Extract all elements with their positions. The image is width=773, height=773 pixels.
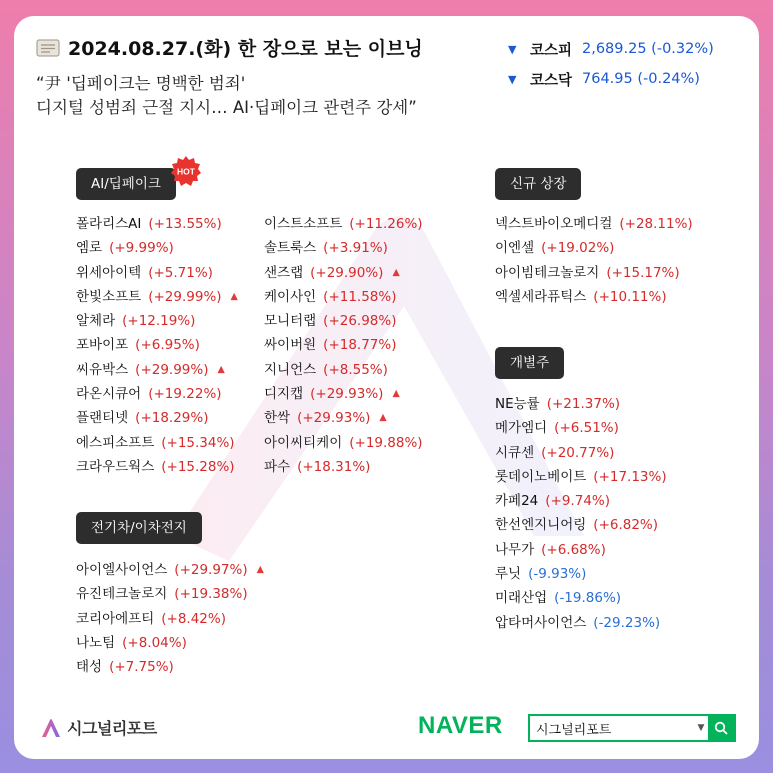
triangle-up-icon: ▲	[217, 363, 225, 375]
ai-list-column-1	[76, 212, 238, 479]
triangle-up-icon: ▲	[230, 290, 238, 302]
stock-item	[264, 358, 423, 382]
stock-change: (+13.55%)	[148, 216, 222, 232]
triangle-down-icon: ▼	[508, 72, 517, 86]
stock-name: 롯데이노베이트	[495, 468, 587, 485]
stock-change: (+8.04%)	[122, 634, 187, 651]
stock-item	[495, 261, 693, 285]
document-icon	[36, 38, 60, 58]
stock-change: (+18.31%)	[297, 458, 371, 475]
stock-item	[495, 212, 693, 236]
section-label-text: AI/딥페이크	[91, 176, 161, 192]
stock-item	[76, 261, 238, 285]
headline-line-2: 디지털 성범죄 근절 지시… AI·딥페이크 관련주 강세”	[36, 98, 417, 117]
stock-name: 아이빔테크놀로지	[495, 264, 600, 281]
market-index-panel	[508, 34, 714, 94]
stock-item	[76, 558, 264, 582]
stock-item	[76, 285, 238, 309]
stock-change: (+29.93%)	[310, 386, 384, 403]
stock-item	[76, 382, 238, 406]
stock-name: 씨유박스	[76, 361, 129, 378]
stock-name: 넥스트바이오메디컬	[495, 216, 613, 232]
stock-change: (+15.17%)	[606, 264, 680, 281]
stock-name: 엑셀세라퓨틱스	[495, 288, 587, 305]
naver-logo[interactable]: NAVER	[418, 712, 503, 739]
search-button[interactable]	[708, 716, 734, 740]
section-ai-deepfake	[76, 166, 195, 200]
triangle-down-icon: ▼	[508, 42, 517, 56]
stock-change: (+10.11%)	[593, 288, 667, 305]
hot-badge-icon	[170, 155, 202, 187]
headline-line-1: “尹 '딥페이크는 명백한 범죄'	[36, 74, 246, 93]
stock-change: (+28.11%)	[619, 216, 693, 232]
stock-item	[264, 382, 423, 406]
naver-search-box	[528, 714, 736, 742]
stock-item	[76, 455, 238, 479]
index-name: 코스피	[530, 42, 573, 59]
stock-name: 루닛	[495, 566, 522, 583]
section-label-text: 전기차/이차전지	[91, 520, 187, 536]
stock-item	[76, 607, 264, 631]
stock-change: (+26.98%)	[323, 313, 397, 330]
search-icon	[714, 721, 728, 735]
stock-change: (+5.71%)	[148, 264, 213, 281]
stock-item	[495, 586, 667, 610]
signal-logo-icon	[40, 718, 62, 738]
caret-down-icon[interactable]: ▼	[697, 723, 705, 733]
stock-change: (+8.55%)	[323, 361, 388, 378]
stock-item	[264, 333, 423, 357]
stock-item	[264, 285, 423, 309]
stock-change: (+6.95%)	[135, 337, 200, 354]
report-card	[14, 16, 759, 759]
stock-item	[76, 333, 238, 357]
individual-list	[495, 392, 667, 635]
stock-name: 한싹	[264, 410, 291, 427]
stock-name: 케이사인	[264, 288, 317, 305]
stock-change: (+9.74%)	[545, 493, 610, 510]
section-individual	[495, 347, 564, 379]
stock-name: 플랜티넷	[76, 410, 129, 427]
stock-item	[264, 431, 423, 455]
stock-name: 이스트소프트	[264, 216, 343, 232]
stock-item	[495, 236, 693, 260]
stock-change: (-9.93%)	[528, 566, 587, 583]
index-value: 2,689.25 (-0.32%)	[582, 41, 714, 57]
stock-item	[495, 392, 667, 416]
stock-change: (+8.42%)	[161, 610, 226, 627]
stock-change: (+21.37%)	[546, 396, 621, 412]
stock-item	[495, 441, 667, 465]
stock-change: (+7.75%)	[109, 659, 174, 676]
stock-name: 아이씨티케이	[264, 434, 343, 451]
triangle-up-icon: ▲	[256, 564, 264, 575]
ipo-list	[495, 212, 693, 309]
stock-name: 나무가	[495, 541, 535, 558]
stock-change: (+15.28%)	[161, 458, 235, 475]
stock-item	[495, 489, 667, 513]
triangle-up-icon: ▲	[392, 388, 400, 400]
brand-logo	[40, 716, 157, 739]
stock-name: 압타머사이언스	[495, 614, 587, 631]
stock-name: 미래산업	[495, 590, 548, 607]
stock-change: (+17.13%)	[593, 468, 667, 485]
stock-name: 싸이버원	[264, 337, 317, 354]
stock-change: (+29.99%)	[148, 288, 222, 305]
stock-change: (+20.77%)	[541, 444, 615, 461]
stock-item	[264, 309, 423, 333]
stock-item	[495, 465, 667, 489]
stock-name: 라온시큐어	[76, 386, 142, 403]
stock-item	[76, 582, 264, 606]
section-label-text: 신규 상장	[510, 176, 567, 192]
stock-name: 지니언스	[264, 361, 317, 378]
index-kosdaq	[508, 64, 714, 94]
triangle-up-icon: ▲	[392, 266, 400, 278]
hot-badge-text: HOT	[176, 166, 195, 177]
section-label-ev	[76, 512, 202, 544]
stock-item	[495, 538, 667, 562]
stock-name: 크라우드웍스	[76, 458, 155, 475]
stock-name: 에스피소프트	[76, 434, 155, 451]
stock-name: 메가엠디	[495, 420, 548, 437]
stock-item	[76, 309, 238, 333]
stock-item	[76, 236, 238, 260]
stock-name: 샌즈랩	[264, 264, 304, 281]
stock-name: 카페24	[495, 493, 539, 510]
stock-change: (+6.68%)	[541, 541, 606, 558]
stock-name: 이엔셀	[495, 240, 535, 257]
section-label-ipo	[495, 168, 581, 200]
stock-item	[76, 406, 238, 430]
stock-item	[495, 611, 667, 635]
stock-change: (+19.88%)	[349, 434, 423, 451]
stock-item	[264, 406, 423, 430]
stock-name: 나노팀	[76, 634, 116, 651]
stock-name: 한빛소프트	[76, 288, 142, 305]
section-label-ai	[76, 166, 195, 200]
index-name: 코스닥	[530, 72, 573, 89]
stock-item	[264, 212, 423, 236]
triangle-up-icon: ▲	[379, 412, 387, 424]
search-input[interactable]	[530, 720, 694, 737]
stock-item	[495, 513, 667, 537]
stock-name: 엠로	[76, 240, 103, 257]
stock-name: 알체라	[76, 313, 116, 330]
stock-change: (+9.99%)	[109, 240, 174, 257]
stock-name: 한선엔지니어링	[495, 517, 587, 534]
stock-change: (-19.86%)	[554, 590, 622, 607]
stock-item	[495, 562, 667, 586]
stock-name: 포바이포	[76, 337, 129, 354]
stock-name: 위세아이텍	[76, 264, 142, 281]
stock-change: (+3.91%)	[323, 240, 388, 257]
ev-list	[76, 558, 264, 679]
title-text: 2024.08.27.(화) 한 장으로 보는 이브닝	[68, 38, 423, 60]
stock-change: (+11.58%)	[323, 288, 397, 305]
stock-change: (-29.23%)	[593, 614, 661, 631]
stock-item	[264, 261, 423, 285]
stock-item	[264, 236, 423, 260]
stock-item	[76, 358, 238, 382]
section-new-listing	[495, 168, 581, 200]
stock-item	[264, 455, 423, 479]
stock-change: (+29.93%)	[297, 410, 371, 427]
stock-item	[76, 631, 264, 655]
stock-name: 시큐센	[495, 444, 535, 461]
stock-item	[76, 431, 238, 455]
stock-change: (+29.97%)	[174, 562, 248, 578]
stock-name: 파수	[264, 458, 291, 475]
stock-change: (+29.99%)	[135, 361, 209, 378]
section-ev-battery	[76, 512, 202, 544]
stock-name: 폴라리스AI	[76, 216, 142, 232]
stock-name: 모니터랩	[264, 313, 317, 330]
stock-item	[76, 655, 264, 679]
index-kospi	[508, 34, 714, 64]
stock-name: 코리아에프티	[76, 610, 155, 627]
page-title	[36, 34, 423, 61]
stock-name: 디지캡	[264, 386, 304, 403]
stock-name: 유진테크놀로지	[76, 586, 168, 603]
stock-change: (+6.82%)	[593, 517, 659, 534]
stock-item	[76, 212, 238, 236]
section-label-indiv	[495, 347, 564, 379]
stock-name: NE능률	[495, 396, 540, 412]
stock-item	[495, 416, 667, 440]
stock-change: (+12.19%)	[122, 313, 196, 330]
stock-change: (+19.38%)	[174, 586, 248, 603]
stock-change: (+15.34%)	[161, 434, 235, 451]
ai-list-column-2	[264, 212, 423, 479]
stock-change: (+19.02%)	[541, 240, 615, 257]
stock-name: 태성	[76, 659, 103, 676]
stock-name: 솔트룩스	[264, 240, 317, 257]
stock-change: (+11.26%)	[349, 216, 423, 232]
stock-item	[495, 285, 693, 309]
index-value: 764.95 (-0.24%)	[582, 71, 700, 87]
section-label-text: 개별주	[510, 355, 550, 371]
stock-change: (+29.90%)	[310, 264, 384, 281]
stock-change: (+6.51%)	[554, 420, 619, 437]
headline	[36, 72, 506, 120]
stock-change: (+18.29%)	[135, 410, 209, 427]
stock-change: (+18.77%)	[323, 337, 397, 354]
brand-name: 시그널리포트	[67, 719, 157, 738]
stock-change: (+19.22%)	[148, 386, 222, 403]
stock-name: 아이엘사이언스	[76, 562, 168, 578]
